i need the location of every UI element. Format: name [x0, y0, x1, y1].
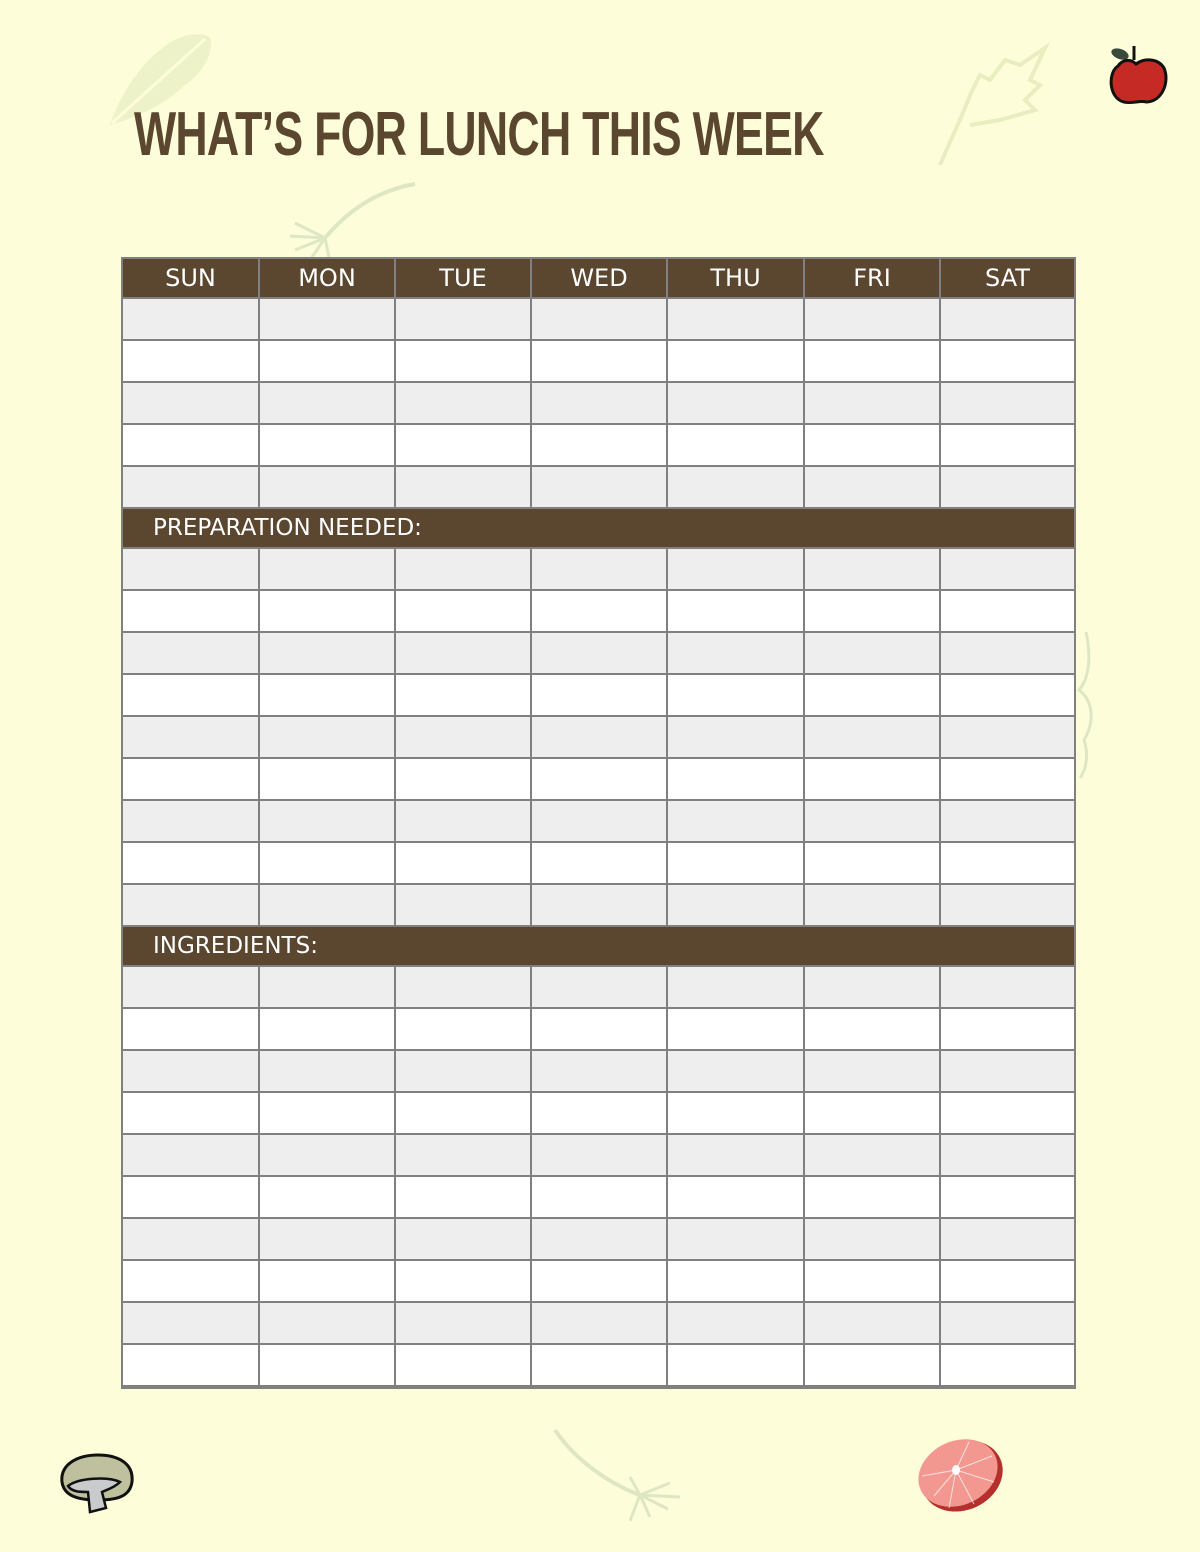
meal-cell-mon[interactable] — [260, 341, 396, 383]
preparation-cell-mon[interactable] — [260, 633, 396, 675]
ingredient-cell-thu[interactable] — [668, 1345, 805, 1387]
ingredient-cell-sun[interactable] — [123, 1093, 260, 1135]
meal-cell-mon[interactable] — [260, 299, 396, 341]
vine-icon — [1074, 630, 1104, 780]
day-header-mon: MON — [260, 259, 396, 299]
preparation-cell-sat[interactable] — [941, 717, 1074, 759]
preparation-cell-sat[interactable] — [941, 633, 1074, 675]
ingredient-cell-tue[interactable] — [396, 1219, 532, 1261]
preparation-cell-wed[interactable] — [532, 759, 668, 801]
meal-cell-fri[interactable] — [805, 467, 941, 509]
ingredient-cell-sun[interactable] — [123, 1009, 260, 1051]
ingredient-cell-sun[interactable] — [123, 1177, 260, 1219]
preparation-cell-tue[interactable] — [396, 675, 532, 717]
preparation-cell-tue[interactable] — [396, 801, 532, 843]
ingredient-cell-sat[interactable] — [941, 1345, 1074, 1387]
preparation-cell-thu[interactable] — [668, 591, 805, 633]
preparation-cell-sat[interactable] — [941, 843, 1074, 885]
ingredients-header: INGREDIENTS: — [123, 927, 1074, 967]
ingredient-cell-tue[interactable] — [396, 1009, 532, 1051]
ingredient-cell-fri[interactable] — [805, 1093, 941, 1135]
preparation-cell-sun[interactable] — [123, 885, 260, 927]
preparation-row — [123, 549, 1074, 591]
preparation-cell-tue[interactable] — [396, 633, 532, 675]
ingredient-cell-wed[interactable] — [532, 1177, 668, 1219]
apple-icon — [1106, 42, 1172, 108]
ingredient-cell-mon[interactable] — [260, 1009, 396, 1051]
ingredient-row — [123, 967, 1074, 1009]
meal-cell-wed[interactable] — [532, 341, 668, 383]
ingredient-cell-tue[interactable] — [396, 967, 532, 1009]
ingredient-cell-wed[interactable] — [532, 967, 668, 1009]
preparation-row — [123, 843, 1074, 885]
preparation-cell-thu[interactable] — [668, 885, 805, 927]
fern-icon — [550, 1425, 695, 1525]
preparation-cell-fri[interactable] — [805, 801, 941, 843]
preparation-row — [123, 675, 1074, 717]
meal-cell-tue[interactable] — [396, 467, 532, 509]
ingredient-cell-wed[interactable] — [532, 1009, 668, 1051]
preparation-row — [123, 759, 1074, 801]
ingredient-cell-sun[interactable] — [123, 1303, 260, 1345]
meal-cell-tue[interactable] — [396, 425, 532, 467]
ingredient-row — [123, 1303, 1074, 1345]
ingredient-cell-tue[interactable] — [396, 1135, 532, 1177]
ingredient-cell-mon[interactable] — [260, 1261, 396, 1303]
preparation-cell-mon[interactable] — [260, 591, 396, 633]
ingredient-cell-thu[interactable] — [668, 1051, 805, 1093]
ingredient-cell-tue[interactable] — [396, 1345, 532, 1387]
day-header-tue: TUE — [396, 259, 532, 299]
ingredient-row — [123, 1345, 1074, 1387]
ingredient-cell-sat[interactable] — [941, 1093, 1074, 1135]
preparation-cell-sun[interactable] — [123, 717, 260, 759]
preparation-cell-wed[interactable] — [532, 717, 668, 759]
preparation-cell-wed[interactable] — [532, 885, 668, 927]
preparation-cell-sun[interactable] — [123, 549, 260, 591]
ingredient-cell-fri[interactable] — [805, 1345, 941, 1387]
preparation-row — [123, 801, 1074, 843]
meal-cell-sat[interactable] — [941, 383, 1074, 425]
preparation-cell-sun[interactable] — [123, 675, 260, 717]
ingredient-cell-wed[interactable] — [532, 1303, 668, 1345]
preparation-cell-tue[interactable] — [396, 717, 532, 759]
meal-row — [123, 299, 1074, 341]
ingredient-row — [123, 1219, 1074, 1261]
ingredient-cell-sun[interactable] — [123, 967, 260, 1009]
ingredient-row — [123, 1009, 1074, 1051]
meal-row — [123, 467, 1074, 509]
preparation-cell-tue[interactable] — [396, 843, 532, 885]
ingredient-cell-fri[interactable] — [805, 967, 941, 1009]
ingredients-section — [123, 967, 1074, 1387]
day-header-fri: FRI — [805, 259, 941, 299]
ingredient-cell-sat[interactable] — [941, 1051, 1074, 1093]
preparation-cell-wed[interactable] — [532, 591, 668, 633]
ingredient-cell-thu[interactable] — [668, 1093, 805, 1135]
leaf-icon — [930, 40, 1060, 170]
ingredient-cell-thu[interactable] — [668, 1177, 805, 1219]
ingredient-cell-tue[interactable] — [396, 1303, 532, 1345]
preparation-section — [123, 549, 1074, 927]
preparation-cell-mon[interactable] — [260, 549, 396, 591]
preparation-cell-mon[interactable] — [260, 801, 396, 843]
ingredient-cell-mon[interactable] — [260, 967, 396, 1009]
ingredient-cell-wed[interactable] — [532, 1093, 668, 1135]
preparation-cell-sun[interactable] — [123, 801, 260, 843]
ingredient-cell-thu[interactable] — [668, 1303, 805, 1345]
meal-cell-wed[interactable] — [532, 467, 668, 509]
preparation-cell-mon[interactable] — [260, 717, 396, 759]
ingredient-cell-mon[interactable] — [260, 1303, 396, 1345]
preparation-cell-wed[interactable] — [532, 549, 668, 591]
ingredient-cell-thu[interactable] — [668, 1261, 805, 1303]
ingredient-cell-mon[interactable] — [260, 1051, 396, 1093]
preparation-cell-sun[interactable] — [123, 843, 260, 885]
meals-section — [123, 299, 1074, 509]
preparation-cell-fri[interactable] — [805, 675, 941, 717]
ingredient-cell-thu[interactable] — [668, 1009, 805, 1051]
meal-cell-sun[interactable] — [123, 425, 260, 467]
day-header-sun: SUN — [123, 259, 260, 299]
ingredient-cell-mon[interactable] — [260, 1177, 396, 1219]
preparation-cell-sun[interactable] — [123, 759, 260, 801]
ingredient-cell-sat[interactable] — [941, 1009, 1074, 1051]
meal-cell-wed[interactable] — [532, 383, 668, 425]
preparation-row — [123, 591, 1074, 633]
ingredient-cell-sun[interactable] — [123, 1219, 260, 1261]
meal-cell-thu[interactable] — [668, 341, 805, 383]
meal-row — [123, 383, 1074, 425]
ingredient-cell-sat[interactable] — [941, 1177, 1074, 1219]
preparation-cell-thu[interactable] — [668, 717, 805, 759]
preparation-cell-wed[interactable] — [532, 675, 668, 717]
ingredient-cell-fri[interactable] — [805, 1177, 941, 1219]
salmon-steak-icon — [914, 1436, 1006, 1516]
ingredient-cell-tue[interactable] — [396, 1177, 532, 1219]
preparation-cell-tue[interactable] — [396, 549, 532, 591]
preparation-cell-sat[interactable] — [941, 549, 1074, 591]
preparation-cell-tue[interactable] — [396, 885, 532, 927]
ingredient-cell-sat[interactable] — [941, 1135, 1074, 1177]
ingredient-cell-sun[interactable] — [123, 1135, 260, 1177]
ingredient-row — [123, 1051, 1074, 1093]
ingredient-cell-wed[interactable] — [532, 1051, 668, 1093]
meal-cell-thu[interactable] — [668, 383, 805, 425]
preparation-cell-mon[interactable] — [260, 759, 396, 801]
ingredient-cell-fri[interactable] — [805, 1261, 941, 1303]
ingredient-cell-mon[interactable] — [260, 1345, 396, 1387]
ingredient-row — [123, 1093, 1074, 1135]
preparation-row — [123, 633, 1074, 675]
preparation-cell-thu[interactable] — [668, 633, 805, 675]
preparation-cell-tue[interactable] — [396, 591, 532, 633]
ingredient-cell-mon[interactable] — [260, 1093, 396, 1135]
meal-cell-fri[interactable] — [805, 299, 941, 341]
meal-cell-sun[interactable] — [123, 467, 260, 509]
ingredient-cell-fri[interactable] — [805, 1051, 941, 1093]
ingredient-cell-fri[interactable] — [805, 1303, 941, 1345]
preparation-cell-thu[interactable] — [668, 801, 805, 843]
preparation-cell-fri[interactable] — [805, 717, 941, 759]
preparation-cell-fri[interactable] — [805, 885, 941, 927]
ingredient-cell-tue[interactable] — [396, 1093, 532, 1135]
ingredient-cell-thu[interactable] — [668, 1135, 805, 1177]
meal-row — [123, 341, 1074, 383]
preparation-cell-fri[interactable] — [805, 759, 941, 801]
preparation-cell-thu[interactable] — [668, 675, 805, 717]
meal-cell-thu[interactable] — [668, 425, 805, 467]
preparation-cell-mon[interactable] — [260, 843, 396, 885]
meal-cell-mon[interactable] — [260, 383, 396, 425]
ingredient-cell-wed[interactable] — [532, 1219, 668, 1261]
meal-cell-sat[interactable] — [941, 341, 1074, 383]
day-header-sat: SAT — [941, 259, 1074, 299]
preparation-cell-wed[interactable] — [532, 801, 668, 843]
ingredient-cell-mon[interactable] — [260, 1135, 396, 1177]
ingredient-cell-mon[interactable] — [260, 1219, 396, 1261]
meal-cell-sun[interactable] — [123, 299, 260, 341]
ingredient-cell-sun[interactable] — [123, 1261, 260, 1303]
preparation-cell-sat[interactable] — [941, 759, 1074, 801]
ingredient-cell-wed[interactable] — [532, 1135, 668, 1177]
day-header-row — [123, 259, 1074, 299]
preparation-cell-sun[interactable] — [123, 633, 260, 675]
meal-cell-sat[interactable] — [941, 467, 1074, 509]
preparation-cell-wed[interactable] — [532, 843, 668, 885]
preparation-cell-thu[interactable] — [668, 759, 805, 801]
meal-cell-tue[interactable] — [396, 299, 532, 341]
preparation-cell-sat[interactable] — [941, 675, 1074, 717]
meal-cell-fri[interactable] — [805, 383, 941, 425]
ingredient-row — [123, 1135, 1074, 1177]
meal-cell-wed[interactable] — [532, 425, 668, 467]
meal-cell-mon[interactable] — [260, 467, 396, 509]
preparation-cell-mon[interactable] — [260, 885, 396, 927]
preparation-cell-sat[interactable] — [941, 801, 1074, 843]
ingredient-cell-sat[interactable] — [941, 1303, 1074, 1345]
ingredient-cell-sun[interactable] — [123, 1345, 260, 1387]
ingredient-cell-sat[interactable] — [941, 967, 1074, 1009]
ingredient-cell-wed[interactable] — [532, 1261, 668, 1303]
preparation-cell-fri[interactable] — [805, 843, 941, 885]
meal-cell-fri[interactable] — [805, 341, 941, 383]
preparation-cell-mon[interactable] — [260, 675, 396, 717]
preparation-cell-sun[interactable] — [123, 591, 260, 633]
ingredient-cell-fri[interactable] — [805, 1219, 941, 1261]
ingredient-cell-sat[interactable] — [941, 1219, 1074, 1261]
ingredient-cell-fri[interactable] — [805, 1135, 941, 1177]
preparation-cell-thu[interactable] — [668, 549, 805, 591]
meal-cell-tue[interactable] — [396, 383, 532, 425]
meal-cell-sun[interactable] — [123, 383, 260, 425]
meal-cell-sun[interactable] — [123, 341, 260, 383]
preparation-cell-sat[interactable] — [941, 591, 1074, 633]
lunch-planner-grid — [121, 257, 1076, 1389]
page-title: WHAT’S FOR LUNCH THIS WEEK — [134, 100, 824, 169]
meal-cell-sat[interactable] — [941, 425, 1074, 467]
meal-cell-thu[interactable] — [668, 299, 805, 341]
ingredient-row — [123, 1177, 1074, 1219]
preparation-cell-wed[interactable] — [532, 633, 668, 675]
meal-cell-tue[interactable] — [396, 341, 532, 383]
meal-cell-wed[interactable] — [532, 299, 668, 341]
ingredient-cell-fri[interactable] — [805, 1009, 941, 1051]
day-header-wed: WED — [532, 259, 668, 299]
ingredient-cell-thu[interactable] — [668, 967, 805, 1009]
meal-cell-fri[interactable] — [805, 425, 941, 467]
meal-cell-sat[interactable] — [941, 299, 1074, 341]
preparation-cell-fri[interactable] — [805, 633, 941, 675]
mushroom-icon — [58, 1452, 136, 1516]
ingredient-cell-tue[interactable] — [396, 1051, 532, 1093]
preparation-cell-fri[interactable] — [805, 549, 941, 591]
ingredient-row — [123, 1261, 1074, 1303]
preparation-row — [123, 885, 1074, 927]
preparation-cell-sat[interactable] — [941, 885, 1074, 927]
meal-row — [123, 425, 1074, 467]
ingredient-cell-wed[interactable] — [532, 1345, 668, 1387]
ingredient-cell-thu[interactable] — [668, 1219, 805, 1261]
preparation-row — [123, 717, 1074, 759]
ingredient-cell-tue[interactable] — [396, 1261, 532, 1303]
ingredient-cell-sat[interactable] — [941, 1261, 1074, 1303]
ingredient-cell-sun[interactable] — [123, 1051, 260, 1093]
preparation-cell-tue[interactable] — [396, 759, 532, 801]
meal-cell-mon[interactable] — [260, 425, 396, 467]
meal-cell-thu[interactable] — [668, 467, 805, 509]
day-header-thu: THU — [668, 259, 805, 299]
preparation-header: PREPARATION NEEDED: — [123, 509, 1074, 549]
preparation-cell-thu[interactable] — [668, 843, 805, 885]
fern-icon — [270, 178, 430, 263]
preparation-cell-fri[interactable] — [805, 591, 941, 633]
